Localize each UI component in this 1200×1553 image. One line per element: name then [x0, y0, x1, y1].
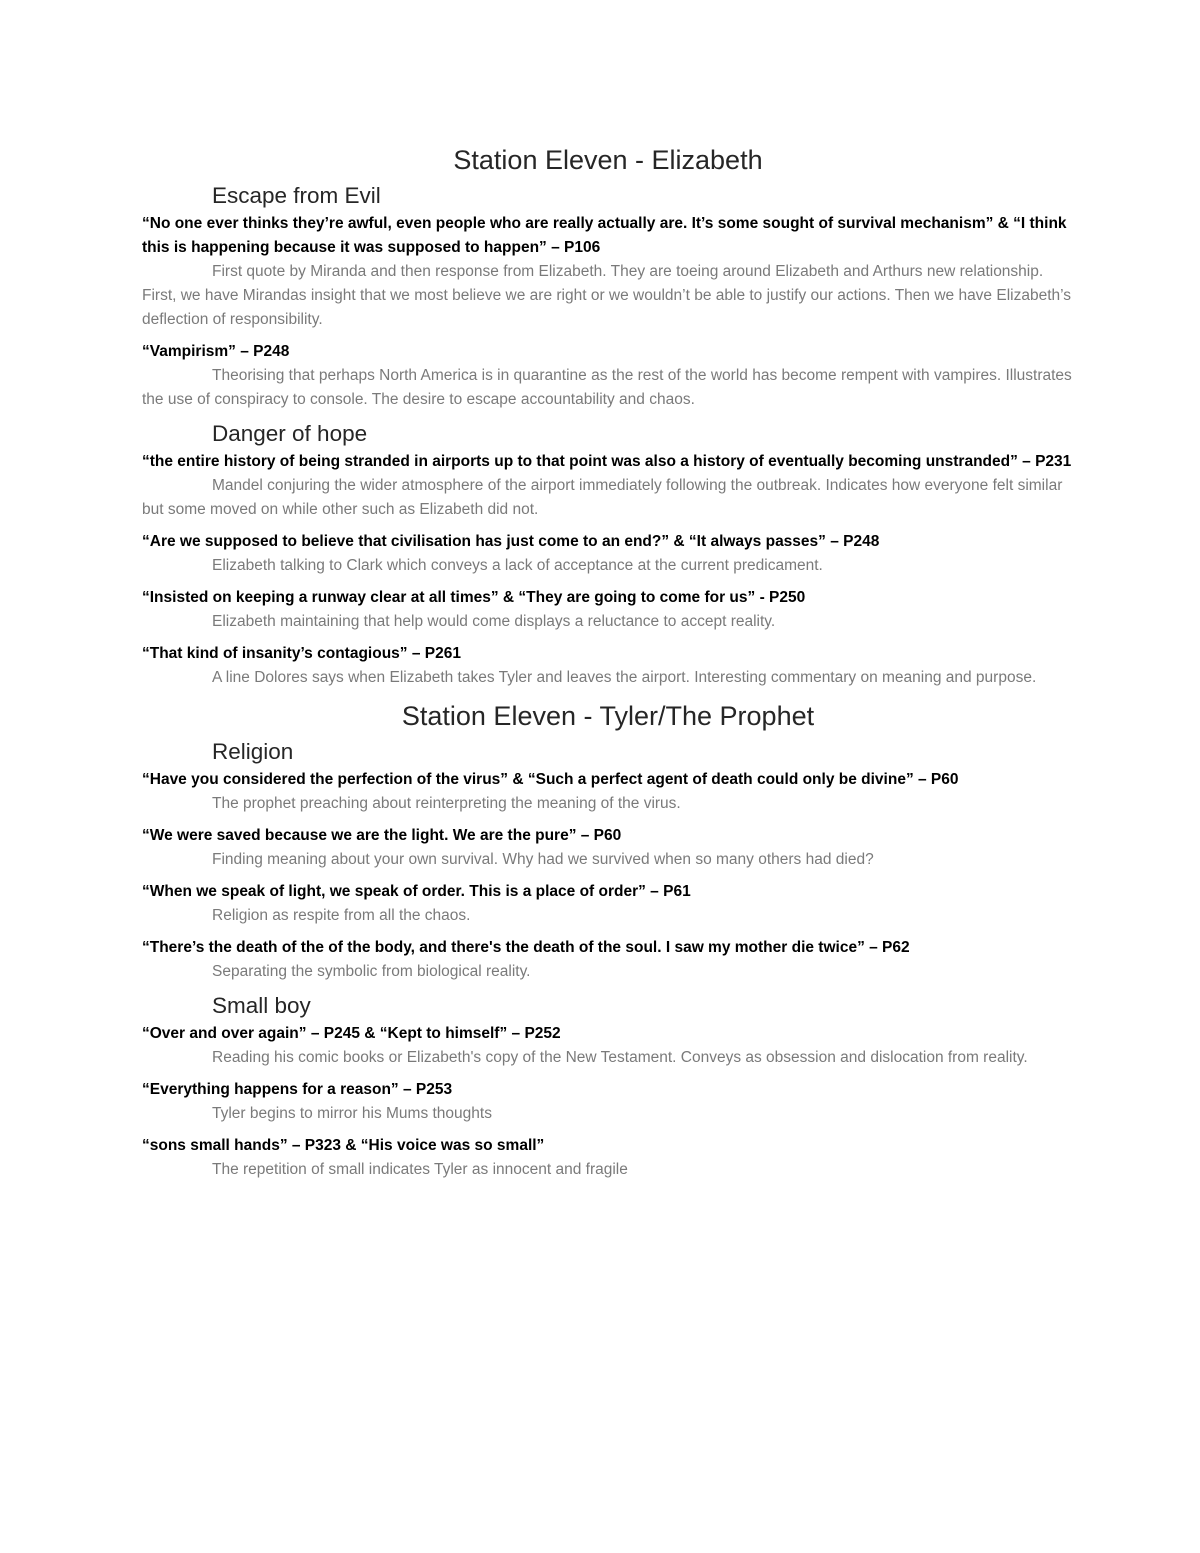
- quote-text: “When we speak of light, we speak of order. This is a place of order” – P61: [142, 883, 691, 900]
- note-text: Elizabeth talking to Clark which conveys a lack of acceptance at the current predicament.: [212, 557, 823, 574]
- quote-text: “sons small hands” – P323 & “His voice was so small”: [142, 1137, 545, 1154]
- quote-text: “Vampirism” – P248: [142, 343, 290, 360]
- entry: [142, 1022, 1074, 1070]
- subheading: Religion: [212, 739, 294, 764]
- entry: [142, 586, 1074, 634]
- note-text: Religion as respite from all the chaos.: [212, 907, 471, 924]
- entry: [142, 1134, 1074, 1182]
- entry: [142, 936, 1074, 984]
- note-text: Reading his comic books or Elizabeth's copy of the New Testament. Conveys as obsession and dislocation from reality.: [212, 1049, 1028, 1066]
- quote-text: “We were saved because we are the light. We are the pure” – P60: [142, 827, 622, 844]
- entry: [142, 530, 1074, 578]
- note-text: The repetition of small indicates Tyler as innocent and fragile: [212, 1161, 628, 1178]
- note-text: Tyler begins to mirror his Mums thoughts: [212, 1105, 492, 1122]
- subheading: Escape from Evil: [212, 183, 381, 208]
- note-text: Mandel conjuring the wider atmosphere of the airport immediately following the outbreak. Indicates how everyone felt similar but some moved on while other such as Elizabeth did not.: [142, 477, 1063, 518]
- quote-text: “There’s the death of the of the body, and there's the death of the soul. I saw my mother die twice” – P62: [142, 939, 910, 956]
- quote-text: “Everything happens for a reason” – P253: [142, 1081, 453, 1098]
- quote-text: “Over and over again” – P245 & “Kept to himself” – P252: [142, 1025, 561, 1042]
- quote-text: “Are we supposed to believe that civilisation has just come to an end?” & “It always passes” – P248: [142, 533, 880, 550]
- quote-text: “Insisted on keeping a runway clear at all times” & “They are going to come for us” - P250: [142, 589, 806, 606]
- quote-text: “That kind of insanity’s contagious” – P261: [142, 645, 461, 662]
- note-text: The prophet preaching about reinterpreting the meaning of the virus.: [212, 795, 681, 812]
- note-text: Elizabeth maintaining that help would come displays a reluctance to accept reality.: [212, 613, 776, 630]
- subheading: Small boy: [212, 993, 311, 1018]
- section-title: Station Eleven - Elizabeth: [453, 145, 763, 175]
- entry: [142, 824, 1074, 872]
- quote-text: “Have you considered the perfection of the virus” & “Such a perfect agent of death could only be divine” – P60: [142, 771, 959, 788]
- entry: [142, 340, 1074, 412]
- entry: [142, 880, 1074, 928]
- note-text: Finding meaning about your own survival. Why had we survived when so many others had died?: [212, 851, 874, 868]
- entry: [142, 1078, 1074, 1126]
- section-title: Station Eleven - Tyler/The Prophet: [401, 701, 815, 731]
- entry: [142, 642, 1074, 690]
- entry: [142, 768, 1074, 816]
- note-text: First quote by Miranda and then response from Elizabeth. They are toeing around Elizabeth and Arthurs new relationship. First, we have Mirandas insight that we most believe we are right or we wouldn’t be able to justify our actions. Then we have Elizabeth’s deflection of responsibility.: [142, 263, 1072, 328]
- note-text: A line Dolores says when Elizabeth takes Tyler and leaves the airport. Interesting commentary on meaning and purpose.: [212, 669, 1037, 686]
- entry: [142, 450, 1074, 522]
- quote-text: “the entire history of being stranded in airports up to that point was also a history of eventually becoming unstranded” – P231: [142, 453, 1072, 470]
- note-text: Theorising that perhaps North America is in quarantine as the rest of the world has become rempent with vampires. Illustrates the use of conspiracy to console. The desire to escape accountability and chaos.: [142, 367, 1072, 408]
- document-page: [142, 140, 1074, 1182]
- entry: [142, 212, 1074, 332]
- quote-text: “No one ever thinks they’re awful, even people who are really actually are. It’s some sought of survival mechanism” & “I think this is happening because it was supposed to happen” – P106: [142, 215, 1067, 256]
- note-text: Separating the symbolic from biological reality.: [212, 963, 531, 980]
- subheading: Danger of hope: [212, 421, 368, 446]
